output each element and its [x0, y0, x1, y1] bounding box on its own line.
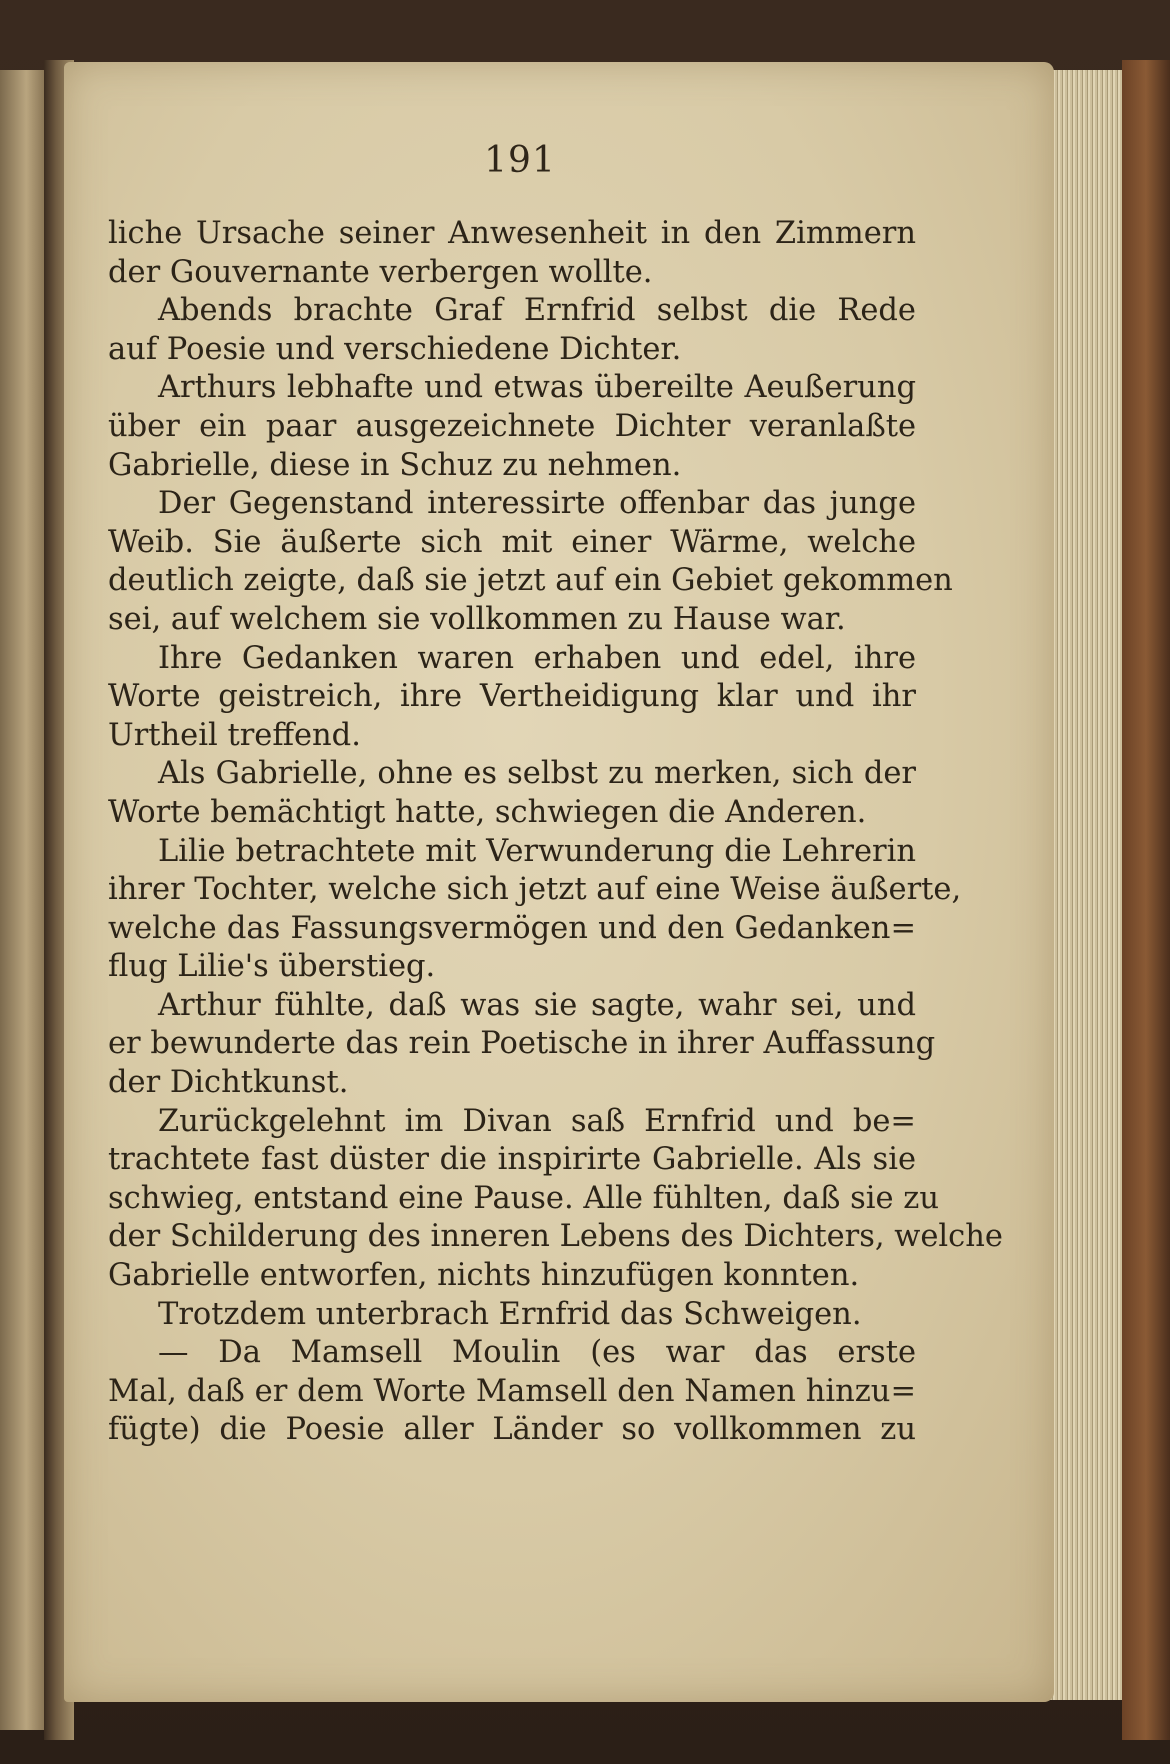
text-line: deutlich zeigte, daß sie jetzt auf ein Gebiet gekommen [108, 563, 953, 599]
text-line: Ihre Gedanken waren erhaben und edel, ihre [158, 640, 916, 676]
text-line: Gabrielle, diese in Schuz zu nehmen. [108, 447, 682, 483]
text-line: Gabrielle entworfen, nichts hinzufügen konnten. [108, 1258, 860, 1294]
text-line: Arthurs lebhafte und etwas übereilte Aeußerung [158, 370, 916, 406]
text-line: Worte geistreich, ihre Vertheidigung klar und ihr [108, 679, 916, 715]
text-line: über ein paar ausgezeichnete Dichter veranlaßte [108, 408, 916, 444]
text-line: schwieg, entstand eine Pause. Alle fühlten, daß sie zu [108, 1180, 939, 1216]
text-line: der Gouvernante verbergen wollte. [108, 254, 653, 290]
text-line: er bewunderte das rein Poetische in ihrer Auffassung [108, 1026, 936, 1062]
text-line: sei, auf welchem sie vollkommen zu Hause war. [108, 601, 846, 637]
text-line: ihrer Tochter, welche sich jetzt auf eine Weise äußerte, [108, 872, 962, 908]
text-line: Worte bemächtigt hatte, schwiegen die Anderen. [108, 794, 867, 830]
text-line: — Da Mamsell Moulin (es war das erste [158, 1335, 916, 1371]
page-edges [1050, 70, 1128, 1700]
text-line: fügte) die Poesie aller Länder so vollkommen zu [108, 1412, 916, 1448]
text-line: Weib. Sie äußerte sich mit einer Wärme, welche [108, 524, 916, 560]
text-line: Mal, daß er dem Worte Mamsell den Namen hinzu= [108, 1373, 916, 1409]
body-text [108, 215, 1003, 1450]
book-spine [1122, 60, 1170, 1740]
page-number: 191 [484, 140, 556, 181]
text-line: Der Gegenstand interessirte offenbar das junge [158, 486, 916, 522]
text-line: welche das Fassungsvermögen und den Gedanken= [108, 910, 916, 946]
left-page-edge [0, 70, 47, 1730]
text-line: Lilie betrachtete mit Verwunderung die Lehrerin [158, 833, 916, 869]
text-line: Trotzdem unterbrach Ernfrid das Schweigen. [158, 1296, 862, 1332]
text-line: flug Lilie's überstieg. [108, 949, 436, 985]
text-line: auf Poesie und verschiedene Dichter. [108, 331, 682, 367]
text-line: Abends brachte Graf Ernfrid selbst die Rede [158, 293, 916, 329]
text-line: Arthur fühlte, daß was sie sagte, wahr sei, und [158, 987, 916, 1023]
text-line: Zurückgelehnt im Divan saß Ernfrid und be= [158, 1103, 916, 1139]
text-line: Urtheil treffend. [108, 717, 361, 753]
text-line: der Dichtkunst. [108, 1065, 349, 1101]
text-line: Als Gabrielle, ohne es selbst zu merken, sich der [158, 756, 916, 792]
text-line: liche Ursache seiner Anwesenheit in den Zimmern [108, 216, 916, 251]
text-line: der Schilderung des inneren Lebens des Dichters, welche [108, 1219, 1003, 1255]
text-line: trachtete fast düster die inspirirte Gabrielle. Als sie [108, 1142, 916, 1178]
